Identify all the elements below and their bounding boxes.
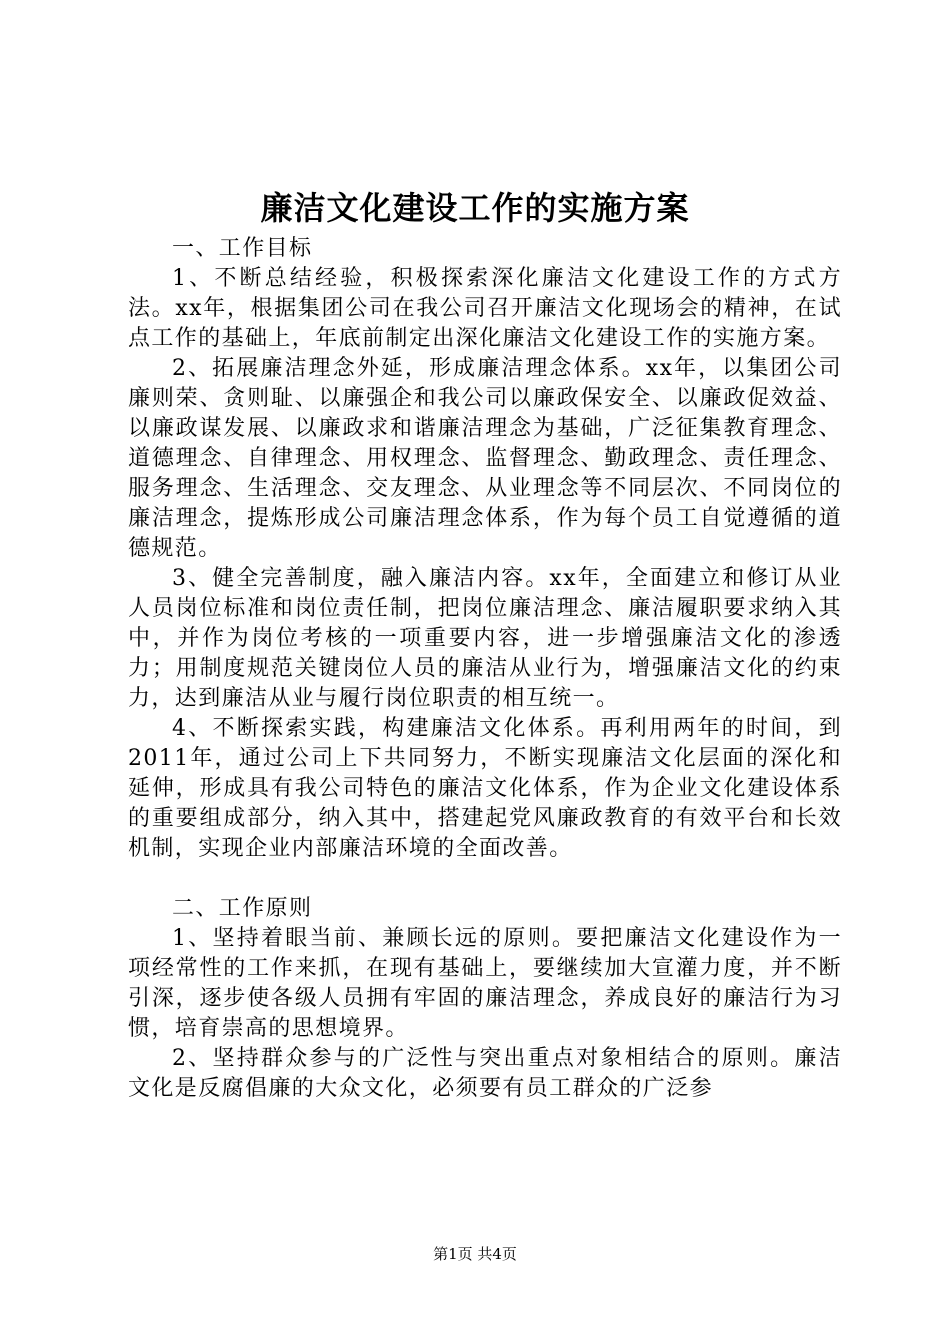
paragraph: 3、健全完善制度，融入廉洁内容。xx年，全面建立和修订从业人员岗位标准和岗位责任制，把岗位廉洁理念、廉洁履职要求纳入其中，并作为岗位考核的一项重要内容，进一步增强廉洁文化的渗透力；用制度规范关键岗位人员的廉洁从业行为，增强廉洁文化的约束力，达到廉洁从业与履行岗位职责的相互统一。: [128, 566, 842, 711]
paragraph: 2、拓展廉洁理念外延，形成廉洁理念体系。xx年，以集团公司廉则荣、贪则耻、以廉强企和我公司以廉政保安全、以廉政促效益、以廉政谋发展、以廉政求和谐廉洁理念为基础，广泛征集教育理念、道德理念、自律理念、用权理念、监督理念、勤政理念、责任理念、服务理念、生活理念、交友理念、从业理念等不同层次、不同岗位的廉洁理念，提炼形成公司廉洁理念体系，作为每个员工自觉遵循的道德规范。: [128, 356, 842, 561]
section-heading: 二、工作原则: [172, 896, 313, 921]
paragraph: 1、坚持着眼当前、兼顾长远的原则。要把廉洁文化建设作为一项经常性的工作来抓，在现有基础上，要继续加大宣灌力度，并不断引深，逐步使各级人员拥有牢固的廉洁理念，养成良好的廉洁行为习惯，培育崇高的思想境界。: [128, 926, 842, 1041]
paragraph: 2、坚持群众参与的广泛性与突出重点对象相结合的原则。廉洁文化是反腐倡廉的大众文化，必须要有员工群众的广泛参: [128, 1046, 842, 1101]
section-heading: 一、工作目标: [172, 236, 313, 261]
document-body: [128, 234, 842, 1104]
paragraph: 4、不断探索实践，构建廉洁文化体系。再利用两年的时间，到2011年，通过公司上下共同努力，不断实现廉洁文化层面的深化和延伸，形成具有我公司特色的廉洁文化体系，作为企业文化建设体系的重要组成部分，纳入其中，搭建起党风廉政教育的有效平台和长效机制，实现企业内部廉洁环境的全面改善。: [128, 716, 842, 861]
page-footer: 第1页 共4页: [433, 1245, 517, 1263]
section-spacer: [128, 864, 842, 894]
document-title: 廉洁文化建设工作的实施方案: [260, 189, 690, 227]
paragraph: 1、不断总结经验，积极探索深化廉洁文化建设工作的方式方法。xx年，根据集团公司在我公司召开廉洁文化现场会的精神，在试点工作的基础上，年底前制定出深化廉洁文化建设工作的实施方案。: [128, 266, 842, 351]
